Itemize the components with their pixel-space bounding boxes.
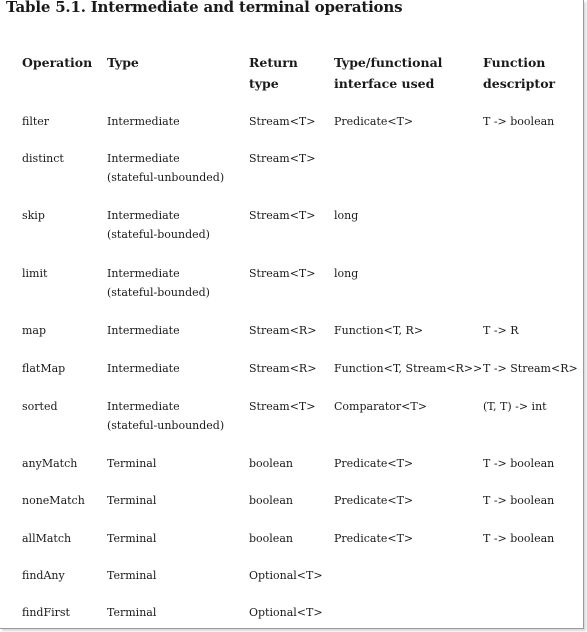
cell-operation: limit: [22, 267, 48, 280]
cell-type: Intermediate: [107, 209, 180, 222]
cell-return-type: Stream<T>: [249, 267, 316, 280]
cell-return-type: boolean: [249, 532, 293, 545]
header-interface: interface used: [334, 76, 435, 91]
cell-interface: Comparator<T>: [334, 400, 427, 413]
cell-operation: flatMap: [22, 362, 66, 375]
cell-return-type: boolean: [249, 494, 293, 507]
table-title: Table 5.1. Intermediate and terminal operations: [6, 0, 403, 16]
cell-interface: Predicate<T>: [334, 115, 414, 128]
cell-operation: skip: [22, 209, 45, 222]
cell-type: (stateful-bounded): [107, 228, 210, 241]
cell-type: Terminal: [107, 532, 157, 545]
cell-type: Terminal: [107, 569, 157, 582]
cell-type: Intermediate: [107, 115, 180, 128]
cell-type: (stateful-unbounded): [107, 419, 225, 432]
cell-operation: distinct: [22, 152, 64, 165]
cell-type: Intermediate: [107, 400, 180, 413]
header-return-type: Return: [249, 55, 298, 70]
cell-operation: sorted: [22, 400, 58, 413]
cell-return-type: boolean: [249, 457, 293, 470]
cell-type: (stateful-bounded): [107, 286, 210, 299]
cell-operation: findFirst: [22, 606, 70, 619]
cell-descriptor: T -> boolean: [483, 457, 555, 470]
cell-interface: long: [334, 267, 359, 280]
cell-operation: findAny: [22, 569, 65, 582]
cell-return-type: Optional<T>: [249, 606, 323, 619]
cell-descriptor: T -> Stream<R>: [483, 362, 578, 375]
cell-type: Intermediate: [107, 152, 180, 165]
cell-interface: long: [334, 209, 359, 222]
cell-operation: map: [22, 324, 47, 337]
cell-interface: Predicate<T>: [334, 532, 414, 545]
cell-type: Terminal: [107, 606, 157, 619]
cell-type: Intermediate: [107, 267, 180, 280]
cell-descriptor: T -> boolean: [483, 494, 555, 507]
cell-descriptor: T -> R: [483, 324, 519, 337]
cell-descriptor: T -> boolean: [483, 115, 555, 128]
header-descriptor: Function: [483, 55, 546, 70]
cell-descriptor: (T, T) -> int: [483, 400, 547, 413]
cell-operation: anyMatch: [22, 457, 78, 470]
cell-return-type: Stream<R>: [249, 324, 317, 337]
cell-type: Terminal: [107, 494, 157, 507]
header-return-type: type: [249, 76, 279, 91]
cell-return-type: Optional<T>: [249, 569, 323, 582]
cell-operation: noneMatch: [22, 494, 85, 507]
header-type: Type: [107, 55, 139, 70]
cell-interface: Predicate<T>: [334, 494, 414, 507]
cell-type: Intermediate: [107, 324, 180, 337]
cell-descriptor: T -> boolean: [483, 532, 555, 545]
cell-interface: Function<T, R>: [334, 324, 424, 337]
cell-operation: allMatch: [22, 532, 72, 545]
cell-operation: filter: [22, 115, 50, 128]
cell-interface: Predicate<T>: [334, 457, 414, 470]
cell-type: Terminal: [107, 457, 157, 470]
cell-return-type: Stream<T>: [249, 400, 316, 413]
cell-return-type: Stream<T>: [249, 115, 316, 128]
cell-type: (stateful-unbounded): [107, 171, 225, 184]
header-interface: Type/functional: [334, 55, 443, 70]
cell-return-type: Stream<R>: [249, 362, 317, 375]
cell-type: Intermediate: [107, 362, 180, 375]
cell-return-type: Stream<T>: [249, 152, 316, 165]
cell-return-type: Stream<T>: [249, 209, 316, 222]
cell-interface: Function<T, Stream<R>>: [334, 362, 483, 375]
header-operation: Operation: [22, 55, 93, 70]
header-descriptor: descriptor: [483, 76, 556, 91]
